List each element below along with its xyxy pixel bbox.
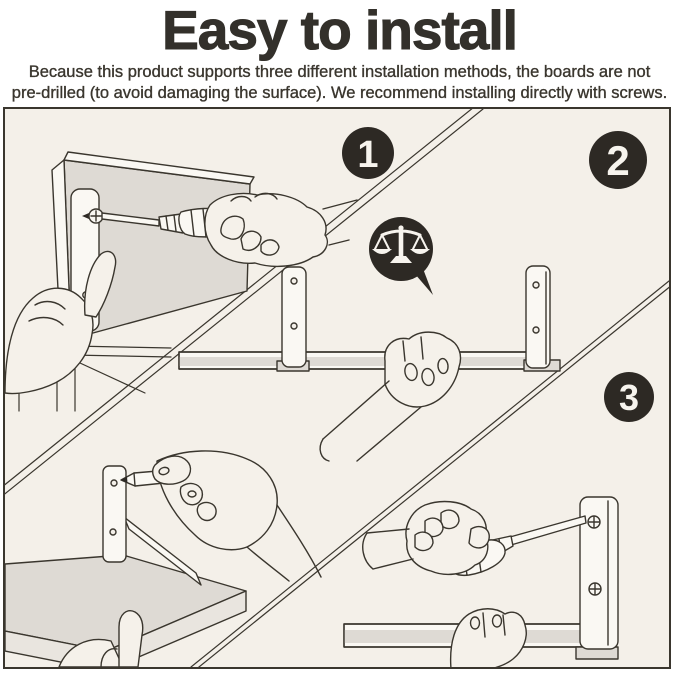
step-2-badge: [589, 131, 647, 189]
step-3-number: 3: [618, 377, 640, 418]
page-title: Easy to install: [162, 0, 517, 61]
hand-holding-shelf: [451, 609, 527, 667]
hand-holding-screwdriver: [205, 193, 357, 266]
page-subtitle: [0, 62, 679, 104]
step-2-number: 2: [606, 137, 630, 184]
right-wall-bracket: [524, 266, 560, 371]
step-1-number: 1: [357, 134, 379, 176]
installation-steps-art: [5, 109, 669, 667]
subtitle-line-2: pre-drilled (to avoid damaging the surface). We recommend installing directly with screws.: [11, 84, 668, 102]
step-3-badge: [604, 372, 654, 422]
balance-scale-speech-bubble-icon: [369, 217, 433, 295]
step-1-badge: [342, 127, 394, 179]
left-wall-bracket: [277, 267, 309, 371]
shelf-board: [179, 352, 544, 369]
illustration-panel: [3, 107, 671, 669]
subtitle-line-1: Because this product supports three different installation methods, the boards are not: [28, 63, 651, 81]
step3-illustration: [344, 497, 618, 667]
mark-holes-with-pencil-illustration: [5, 451, 321, 667]
